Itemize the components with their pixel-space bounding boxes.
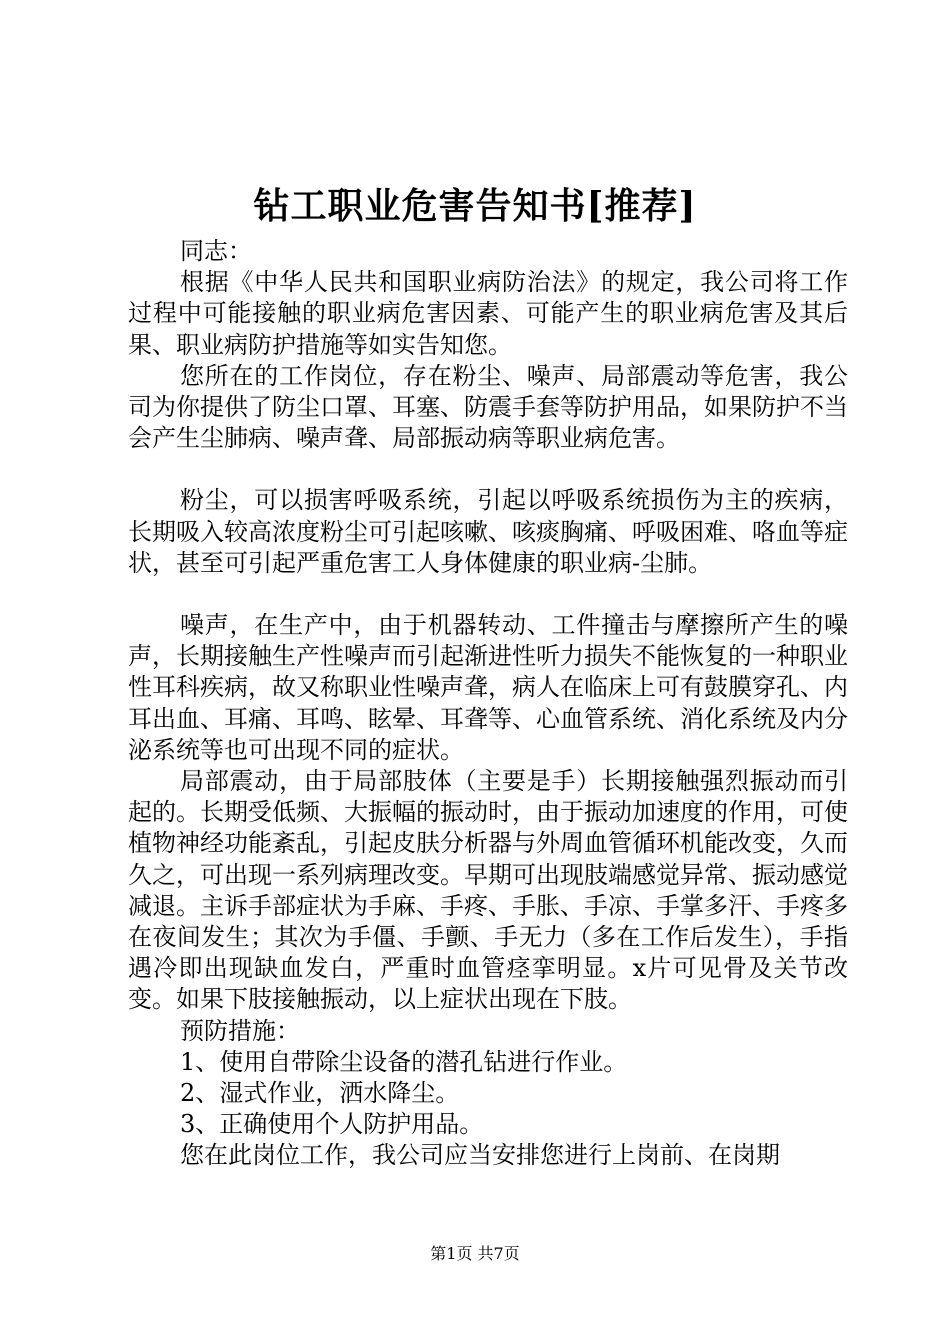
prevention-heading: 预防措施： [180, 1016, 300, 1045]
paragraph-hazards: 您所在的工作岗位，存在粉尘、噪声、局部震动等危害，我公司为你提供了防尘口罩、耳塞、防震手套等防护用品，如果防护不当会产生尘肺病、噪声聋、局部振动病等职业病危害。 [128, 361, 848, 453]
paragraph-exam: 您在此岗位工作，我公司应当安排您进行上岗前、在岗期 [180, 1141, 780, 1170]
paragraph-intro: 根据《中华人民共和国职业病防治法》的规定，我公司将工作过程中可能接触的职业病危害因素、可能产生的职业病危害及其后果、职业病防护措施等如实告知您。 [128, 268, 848, 359]
paragraph-noise: 噪声，在生产中，由于机器转动、工件撞击与摩擦所产生的噪声，长期接触生产性噪声而引起渐进性听力损失不能恢复的一种职业性耳科疾病，故又称职业性噪声聋，病人在临床上可有鼓膜穿孔、内耳出血、耳痛、耳鸣、眩晕、耳聋等、心血管系统、消化系统及内分泌系统等也可出现不同的症状。 [128, 611, 848, 764]
prevention-item-3: 3、正确使用个人防护用品。 [180, 1110, 484, 1139]
document-title: 钻工职业危害告知书[推荐] [253, 185, 697, 227]
paragraph-vibration: 局部震动，由于局部肢体（主要是手）长期接触强烈振动而引起的。长期受低频、大振幅的振动时，由于振动加速度的作用，可使植物神经功能紊乱，引起皮肤分析器与外周血管循环机能改变，久而久之，可出现一系列病理改变。早期可出现肢端感觉异常、振动感觉减退。主诉手部症状为手麻、手疼、手胀、手凉、手掌多汗、手疼多在夜间发生；其次为手僵、手颤、手无力（多在工作后发生），手指遇冷即出现缺血发白，严重时血管痉挛明显。x片可见骨及关节改变。如果下肢接触振动，以上症状出现在下肢。 [128, 767, 848, 1014]
prevention-item-1: 1、使用自带除尘设备的潜孔钻进行作业。 [180, 1047, 628, 1076]
prevention-item-2: 2、湿式作业，洒水降尘。 [180, 1079, 460, 1108]
salutation: 同志： [180, 237, 252, 265]
paragraph-dust: 粉尘，可以损害呼吸系统，引起以呼吸系统损伤为主的疾病，长期吸入较高浓度粉尘可引起咳嗽、咳痰胸痛、呼吸困难、咯血等症状，甚至可引起严重危害工人身体健康的职业病-尘肺。 [128, 486, 848, 577]
page-number: 第1页 共7页 [430, 1244, 520, 1263]
document-body [128, 236, 848, 1172]
